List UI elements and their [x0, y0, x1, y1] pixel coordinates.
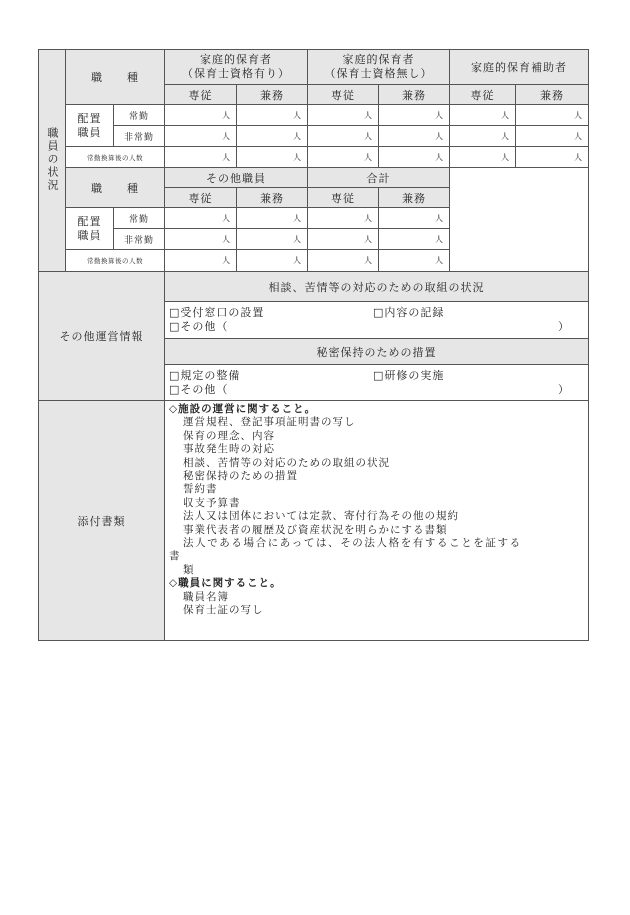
count-cell[interactable]: 人: [237, 126, 308, 147]
privacy-options: [165, 365, 589, 401]
occupation-header: 職 種: [66, 50, 165, 105]
count-cell[interactable]: 人: [516, 147, 589, 168]
count-cell[interactable]: 人: [308, 250, 379, 272]
count-cell[interactable]: 人: [379, 105, 450, 126]
fulltime-label: 常勤: [114, 105, 165, 126]
count-cell[interactable]: 人: [379, 126, 450, 147]
close-paren: ）: [558, 320, 570, 333]
privacy-section-title: 秘密保持のための措置: [165, 339, 589, 365]
sub-header-concurrent: 兼務: [379, 188, 450, 208]
count-cell[interactable]: 人: [308, 229, 379, 250]
occupation-header: 職 種: [66, 168, 165, 208]
list-item: 相談、苦情等の対応のための取組の状況: [183, 456, 390, 469]
list-item: 職員名簿: [183, 590, 229, 603]
other-operations-label: その他運営情報: [39, 272, 165, 401]
placement-label: 配置 職員: [66, 208, 114, 250]
count-cell[interactable]: 人: [165, 208, 237, 229]
sub-header-dedicated: 専従: [308, 85, 379, 105]
count-cell[interactable]: 人: [165, 229, 237, 250]
checkbox-complaints-other[interactable]: □その他（: [169, 320, 229, 333]
count-cell[interactable]: 人: [379, 250, 450, 272]
list-item: 保育の理念、内容: [183, 429, 275, 442]
count-cell[interactable]: 人: [516, 126, 589, 147]
sub-header-dedicated: 専従: [450, 85, 516, 105]
checkbox-regulations[interactable]: □規定の整備: [169, 368, 241, 382]
header-nursery-unqualified: 家庭的保育者 （保育士資格無し）: [308, 50, 450, 85]
count-cell[interactable]: 人: [308, 208, 379, 229]
checkbox-record-content[interactable]: □内容の記録: [373, 306, 445, 319]
attachments-label: 添付書類: [39, 401, 165, 641]
checkbox-reception-desk[interactable]: □受付窓口の設置: [169, 306, 265, 319]
header-other-staff: その他職員: [165, 168, 308, 188]
parttime-label: 非常勤: [114, 126, 165, 147]
sub-header-dedicated: 専従: [165, 188, 237, 208]
fte-label: 常勤換算後の人数: [66, 250, 165, 272]
list-item: 誓約書: [183, 483, 218, 496]
list-item: 事故発生時の対応: [183, 443, 275, 456]
count-cell[interactable]: 人: [516, 105, 589, 126]
operations-table: [38, 271, 589, 641]
list-item: 保育士証の写し: [183, 604, 264, 617]
count-cell[interactable]: 人: [308, 126, 379, 147]
count-cell[interactable]: 人: [165, 250, 237, 272]
list-item: 法人である場合にあっては、その法人格を有することを証する: [183, 537, 522, 550]
list-item: 法人又は団体においては定款、寄付行為その他の規約: [183, 510, 459, 523]
count-cell[interactable]: 人: [379, 147, 450, 168]
list-item: 収支予算書: [183, 496, 241, 509]
sub-header-dedicated: 専従: [308, 188, 379, 208]
checkbox-training[interactable]: □研修の実施: [373, 368, 445, 382]
count-cell[interactable]: 人: [165, 126, 237, 147]
header-assistant: 家庭的保育補助者: [450, 50, 589, 85]
count-cell[interactable]: 人: [237, 147, 308, 168]
count-cell[interactable]: 人: [237, 250, 308, 272]
facility-heading: ◇施設の運営に関すること。: [169, 403, 317, 415]
attachments-list: [165, 401, 589, 641]
sub-header-concurrent: 兼務: [516, 85, 589, 105]
staff-and-operations-table: [38, 49, 589, 272]
application-form-sheet: [38, 49, 588, 641]
staff-status-label: 職員の状況: [39, 50, 66, 272]
count-cell[interactable]: 人: [165, 105, 237, 126]
list-item: 秘密保持のための措置: [183, 470, 298, 483]
count-cell[interactable]: 人: [237, 105, 308, 126]
list-item-wrap: 類: [183, 563, 195, 576]
count-cell[interactable]: 人: [450, 126, 516, 147]
placement-label: 配置 職員: [66, 105, 114, 147]
count-cell[interactable]: 人: [308, 105, 379, 126]
close-paren: ）: [558, 382, 570, 396]
count-cell[interactable]: 人: [450, 147, 516, 168]
blank-area: [450, 168, 589, 272]
staff-heading: ◇職員に関すること。: [169, 577, 282, 590]
sub-header-dedicated: 専従: [165, 85, 237, 105]
header-nursery-qualified: 家庭的保育者 （保育士資格有り）: [165, 50, 308, 85]
sub-header-concurrent: 兼務: [237, 85, 308, 105]
sub-header-concurrent: 兼務: [379, 85, 450, 105]
count-cell[interactable]: 人: [308, 147, 379, 168]
count-cell[interactable]: 人: [237, 208, 308, 229]
header-total: 合計: [308, 168, 450, 188]
list-item-wrap: 書: [169, 550, 181, 563]
count-cell[interactable]: 人: [379, 208, 450, 229]
complaints-section-title: 相談、苦情等の対応のための取組の状況: [165, 272, 589, 302]
list-item: 運営規程、登記事項証明書の写し: [183, 416, 356, 429]
fulltime-label: 常勤: [114, 208, 165, 229]
fte-label: 常勤換算後の人数: [66, 147, 165, 168]
count-cell[interactable]: 人: [237, 229, 308, 250]
parttime-label: 非常勤: [114, 229, 165, 250]
complaints-options: [165, 302, 589, 339]
checkbox-privacy-other[interactable]: □その他（: [169, 382, 229, 396]
count-cell[interactable]: 人: [379, 229, 450, 250]
sub-header-concurrent: 兼務: [237, 188, 308, 208]
list-item: 事業代表者の履歴及び資産状況を明らかにする書類: [183, 523, 448, 536]
count-cell[interactable]: 人: [165, 147, 237, 168]
count-cell[interactable]: 人: [450, 105, 516, 126]
